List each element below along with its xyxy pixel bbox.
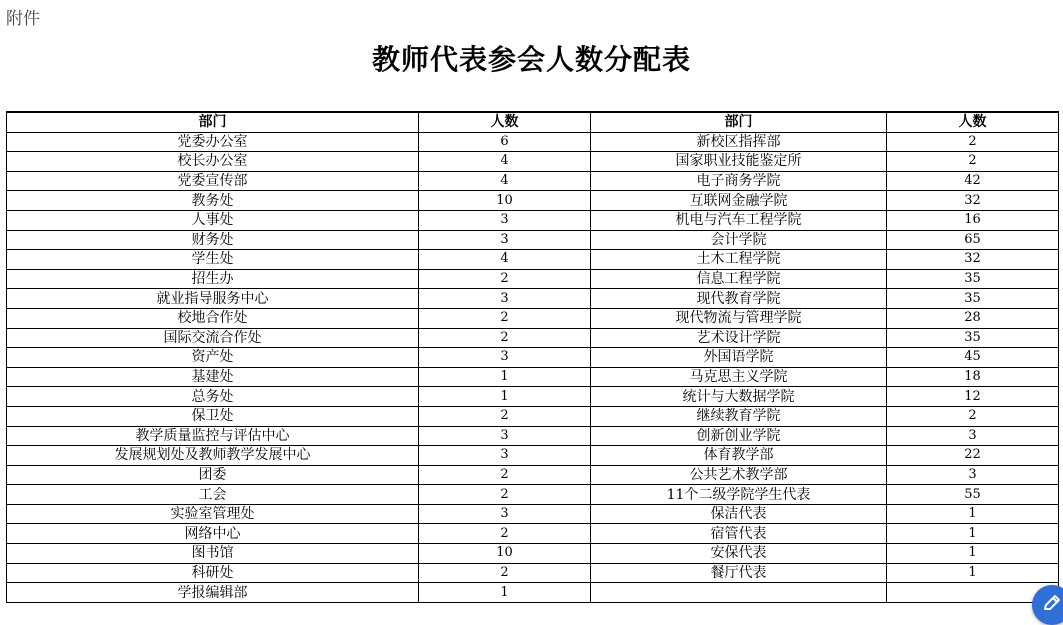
allocation-table [6, 111, 1059, 603]
right-count-cell: 32 [887, 191, 1059, 211]
right-count-cell: 28 [887, 308, 1059, 328]
right-count-cell: 1 [887, 524, 1059, 544]
left-count-cell: 3 [419, 348, 591, 368]
table-row [7, 289, 1059, 309]
left-dept-cell: 保卫处 [7, 406, 419, 426]
page-title: 教师代表参会人数分配表 [371, 43, 691, 76]
table-row [7, 446, 1059, 466]
left-dept-cell: 基建处 [7, 367, 419, 387]
right-count-cell: 1 [887, 563, 1059, 583]
left-count-cell: 3 [419, 504, 591, 524]
left-count-cell: 3 [419, 446, 591, 466]
left-dept-cell: 财务处 [7, 230, 419, 250]
left-dept-cell: 网络中心 [7, 524, 419, 544]
right-count-cell: 55 [887, 485, 1059, 505]
left-dept-cell: 党委宣传部 [7, 171, 419, 191]
right-count-cell: 35 [887, 289, 1059, 309]
table-row [7, 426, 1059, 446]
left-dept-cell: 资产处 [7, 348, 419, 368]
right-dept-cell: 现代教育学院 [591, 289, 887, 309]
right-count-cell: 3 [887, 426, 1059, 446]
left-dept-cell: 人事处 [7, 210, 419, 230]
table-row [7, 328, 1059, 348]
table-row [7, 465, 1059, 485]
left-dept-cell: 总务处 [7, 387, 419, 407]
right-count-cell: 35 [887, 269, 1059, 289]
left-count-cell: 4 [419, 171, 591, 191]
left-count-cell: 1 [419, 367, 591, 387]
right-dept-cell: 11个二级学院学生代表 [591, 485, 887, 505]
left-count-cell: 2 [419, 269, 591, 289]
right-count-cell: 2 [887, 132, 1059, 152]
table-row [7, 191, 1059, 211]
right-dept-cell [591, 583, 887, 603]
table-header-row [7, 112, 1059, 132]
table-row [7, 406, 1059, 426]
left-count-cell: 4 [419, 152, 591, 172]
table-row [7, 367, 1059, 387]
right-dept-cell: 电子商务学院 [591, 171, 887, 191]
right-dept-cell: 信息工程学院 [591, 269, 887, 289]
right-dept-cell: 公共艺术教学部 [591, 465, 887, 485]
right-dept-cell: 艺术设计学院 [591, 328, 887, 348]
header-dept-right: 部门 [591, 112, 887, 132]
right-dept-cell: 马克思主义学院 [591, 367, 887, 387]
left-count-cell: 3 [419, 289, 591, 309]
left-count-cell: 2 [419, 524, 591, 544]
left-dept-cell: 教务处 [7, 191, 419, 211]
left-dept-cell: 党委办公室 [7, 132, 419, 152]
table-row [7, 230, 1059, 250]
right-dept-cell: 土木工程学院 [591, 250, 887, 270]
right-dept-cell: 继续教育学院 [591, 406, 887, 426]
right-count-cell: 2 [887, 406, 1059, 426]
left-count-cell: 2 [419, 563, 591, 583]
edit-float-button[interactable] [1032, 585, 1063, 625]
right-dept-cell: 互联网金融学院 [591, 191, 887, 211]
left-dept-cell: 就业指导服务中心 [7, 289, 419, 309]
right-dept-cell: 外国语学院 [591, 348, 887, 368]
left-count-cell: 2 [419, 406, 591, 426]
left-count-cell: 3 [419, 210, 591, 230]
left-count-cell: 3 [419, 426, 591, 446]
right-dept-cell: 统计与大数据学院 [591, 387, 887, 407]
left-dept-cell: 教学质量监控与评估中心 [7, 426, 419, 446]
right-count-cell: 22 [887, 446, 1059, 466]
table-row [7, 308, 1059, 328]
right-count-cell: 18 [887, 367, 1059, 387]
table-row [7, 524, 1059, 544]
left-dept-cell: 团委 [7, 465, 419, 485]
left-dept-cell: 科研处 [7, 563, 419, 583]
table-row [7, 269, 1059, 289]
table-row [7, 250, 1059, 270]
left-dept-cell: 实验室管理处 [7, 504, 419, 524]
table-row [7, 387, 1059, 407]
left-count-cell: 10 [419, 544, 591, 564]
right-count-cell: 32 [887, 250, 1059, 270]
right-dept-cell: 宿管代表 [591, 524, 887, 544]
left-dept-cell: 校地合作处 [7, 308, 419, 328]
right-dept-cell: 会计学院 [591, 230, 887, 250]
left-count-cell: 1 [419, 583, 591, 603]
table-row [7, 544, 1059, 564]
table-row [7, 348, 1059, 368]
right-dept-cell: 新校区指挥部 [591, 132, 887, 152]
left-count-cell: 4 [419, 250, 591, 270]
left-count-cell: 2 [419, 465, 591, 485]
left-count-cell: 2 [419, 308, 591, 328]
left-count-cell: 2 [419, 328, 591, 348]
header-count-left: 人数 [419, 112, 591, 132]
right-count-cell: 42 [887, 171, 1059, 191]
right-count-cell: 2 [887, 152, 1059, 172]
header-dept-left: 部门 [7, 112, 419, 132]
table-row [7, 132, 1059, 152]
right-dept-cell: 国家职业技能鉴定所 [591, 152, 887, 172]
table-row [7, 152, 1059, 172]
left-dept-cell: 工会 [7, 485, 419, 505]
right-count-cell: 16 [887, 210, 1059, 230]
table-row [7, 210, 1059, 230]
right-dept-cell: 保洁代表 [591, 504, 887, 524]
left-dept-cell: 学生处 [7, 250, 419, 270]
left-dept-cell: 图书馆 [7, 544, 419, 564]
table-row [7, 171, 1059, 191]
header-count-right: 人数 [887, 112, 1059, 132]
right-dept-cell: 创新创业学院 [591, 426, 887, 446]
table-row [7, 583, 1059, 603]
left-dept-cell: 发展规划处及教师教学发展中心 [7, 446, 419, 466]
table-row [7, 485, 1059, 505]
right-dept-cell: 体育教学部 [591, 446, 887, 466]
right-count-cell: 1 [887, 544, 1059, 564]
left-dept-cell: 校长办公室 [7, 152, 419, 172]
left-count-cell: 2 [419, 485, 591, 505]
right-count-cell: 3 [887, 465, 1059, 485]
right-count-cell: 45 [887, 348, 1059, 368]
attachment-label: 附件 [6, 9, 40, 29]
left-count-cell: 10 [419, 191, 591, 211]
left-dept-cell: 招生办 [7, 269, 419, 289]
right-dept-cell: 机电与汽车工程学院 [591, 210, 887, 230]
left-dept-cell: 国际交流合作处 [7, 328, 419, 348]
right-count-cell: 35 [887, 328, 1059, 348]
left-count-cell: 3 [419, 230, 591, 250]
left-dept-cell: 学报编辑部 [7, 583, 419, 603]
left-count-cell: 6 [419, 132, 591, 152]
table-row [7, 504, 1059, 524]
table-row [7, 563, 1059, 583]
right-count-cell: 1 [887, 504, 1059, 524]
right-count-cell: 65 [887, 230, 1059, 250]
right-dept-cell: 现代物流与管理学院 [591, 308, 887, 328]
right-dept-cell: 安保代表 [591, 544, 887, 564]
right-count-cell: 12 [887, 387, 1059, 407]
right-dept-cell: 餐厅代表 [591, 563, 887, 583]
left-count-cell: 1 [419, 387, 591, 407]
